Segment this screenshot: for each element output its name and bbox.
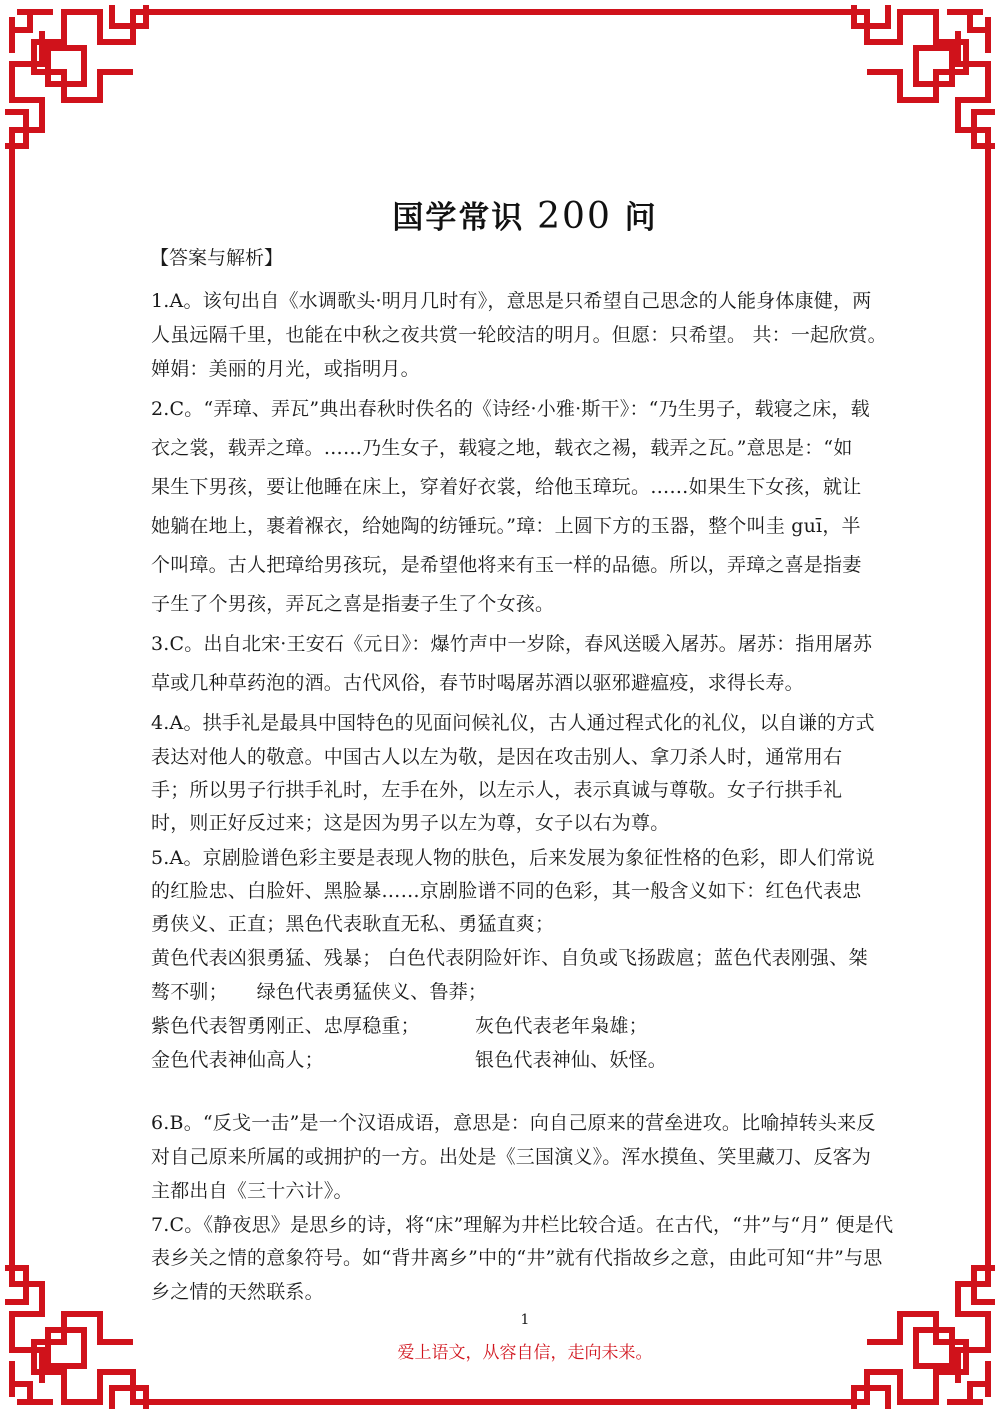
- title-suffix: 问: [624, 200, 658, 236]
- text-line-right: 银色代表神仙、妖怪。: [475, 1049, 668, 1071]
- title-prefix: 国学常识: [392, 200, 525, 236]
- text-line: 7.C。《静夜思》是思乡的诗，将“床”理解为井栏比较合适。在古代，“井”与“月” 便是代: [151, 1214, 894, 1236]
- text-line: 子生了个男孩，弄瓦之喜是指妻子生了个女孩。: [151, 593, 555, 615]
- text-line: 主都出自《三十六计》。: [151, 1180, 353, 1202]
- footer-slogan: 爱上语文，从容自信，走向未来。: [397, 1343, 653, 1363]
- text-line: 表乡关之情的意象符号。如“背井离乡”中的“井”就有代指故乡之意，由此可知“井”与思: [151, 1247, 883, 1269]
- text-line: 对自己原来所属的或拥护的一方。出处是《三国演义》。浑水摸鱼、笑里藏刀、反客为: [151, 1146, 872, 1168]
- text-line: 手；所以男子行拱手礼时，左手在外，以左示人，表示真诚与尊敬。女子行拱手礼: [151, 779, 843, 801]
- text-line: 3.C。出自北宋·王安石《元日》：爆竹声中一岁除，春风送暖入屠苏。屠苏：指用屠苏: [151, 633, 873, 655]
- text-line: 人虽远隔千里，也能在中秋之夜共赏一轮皎洁的明月。但愿：只希望。 共：一起欣赏。: [151, 324, 887, 346]
- text-line: 紫色代表智勇刚正、忠厚稳重；: [151, 1015, 420, 1037]
- page-title: [0, 192, 1000, 237]
- text-line: 婵娟：美丽的月光，或指明月。: [151, 358, 420, 380]
- text-line: 个叫璋。古人把璋给男孩玩，是希望他将来有玉一样的品德。所以，弄璋之喜是指妻: [151, 554, 862, 576]
- text-line: 的红脸忠、白脸奸、黑脸暴……京剧脸谱不同的色彩，其一般含义如下：红色代表忠: [151, 880, 862, 902]
- text-line: 金色代表神仙高人；: [151, 1049, 324, 1071]
- text-line: 勇侠义、正直；黑色代表耿直无私、勇猛直爽；: [151, 913, 555, 935]
- text-line: 黄色代表凶狠勇猛、残暴； 白色代表阴险奸诈、自负或飞扬跋扈；蓝色代表刚强、桀: [151, 947, 868, 969]
- text-line: 时，则正好反过来；这是因为男子以左为尊，女子以右为尊。: [151, 812, 670, 834]
- title-number: 200: [537, 196, 612, 237]
- text-line: 4.A。拱手礼是最具中国特色的见面问候礼仪，古人通过程式化的礼仪，以自谦的方式: [151, 712, 875, 734]
- text-line: 2.C。“弄璋、弄瓦”典出春秋时佚名的《诗经·小雅·斯干》：“乃生男子，载寝之床，载: [151, 398, 870, 420]
- corner-fret-ornament: [8, 8, 146, 146]
- section-heading: 【答案与解析】: [150, 247, 284, 269]
- text-line-right: 灰色代表老年枭雄；: [475, 1015, 648, 1037]
- text-line: 1.A。该句出自《水调歌头·明月几时有》，意思是只希望自己思念的人能身体康健，两: [151, 290, 872, 312]
- page-number: 1: [520, 1312, 530, 1328]
- text-line: 果生下男孩，要让他睡在床上，穿着好衣裳，给他玉璋玩。……如果生下女孩，就让: [151, 476, 862, 498]
- text-line: 衣之裳，载弄之璋。……乃生女子，载寝之地，载衣之裼，载弄之瓦。”意思是：“如: [151, 437, 853, 459]
- text-line: 6.B。“反戈一击”是一个汉语成语，意思是：向自己原来的营垒进攻。比喻掉转头来反: [151, 1112, 876, 1134]
- text-line: 5.A。京剧脸谱色彩主要是表现人物的肤色，后来发展为象征性格的色彩，即人们常说: [151, 847, 875, 869]
- text-line: 乡之情的天然联系。: [151, 1281, 324, 1303]
- text-line: 骜不驯； 绿色代表勇猛侠义、鲁莽；: [151, 981, 488, 1003]
- text-line: 她躺在地上，裹着褓衣，给她陶的纺锤玩。”璋：上圆下方的玉器，整个叫圭 guī，半: [151, 515, 861, 537]
- text-line: 表达对他人的敬意。中国古人以左为敬，是因在攻击别人、拿刀杀人时，通常用右: [151, 746, 843, 768]
- text-line: 草或几种草药泡的酒。古代风俗，春节时喝屠苏酒以驱邪避瘟疫，求得长寿。: [151, 672, 804, 694]
